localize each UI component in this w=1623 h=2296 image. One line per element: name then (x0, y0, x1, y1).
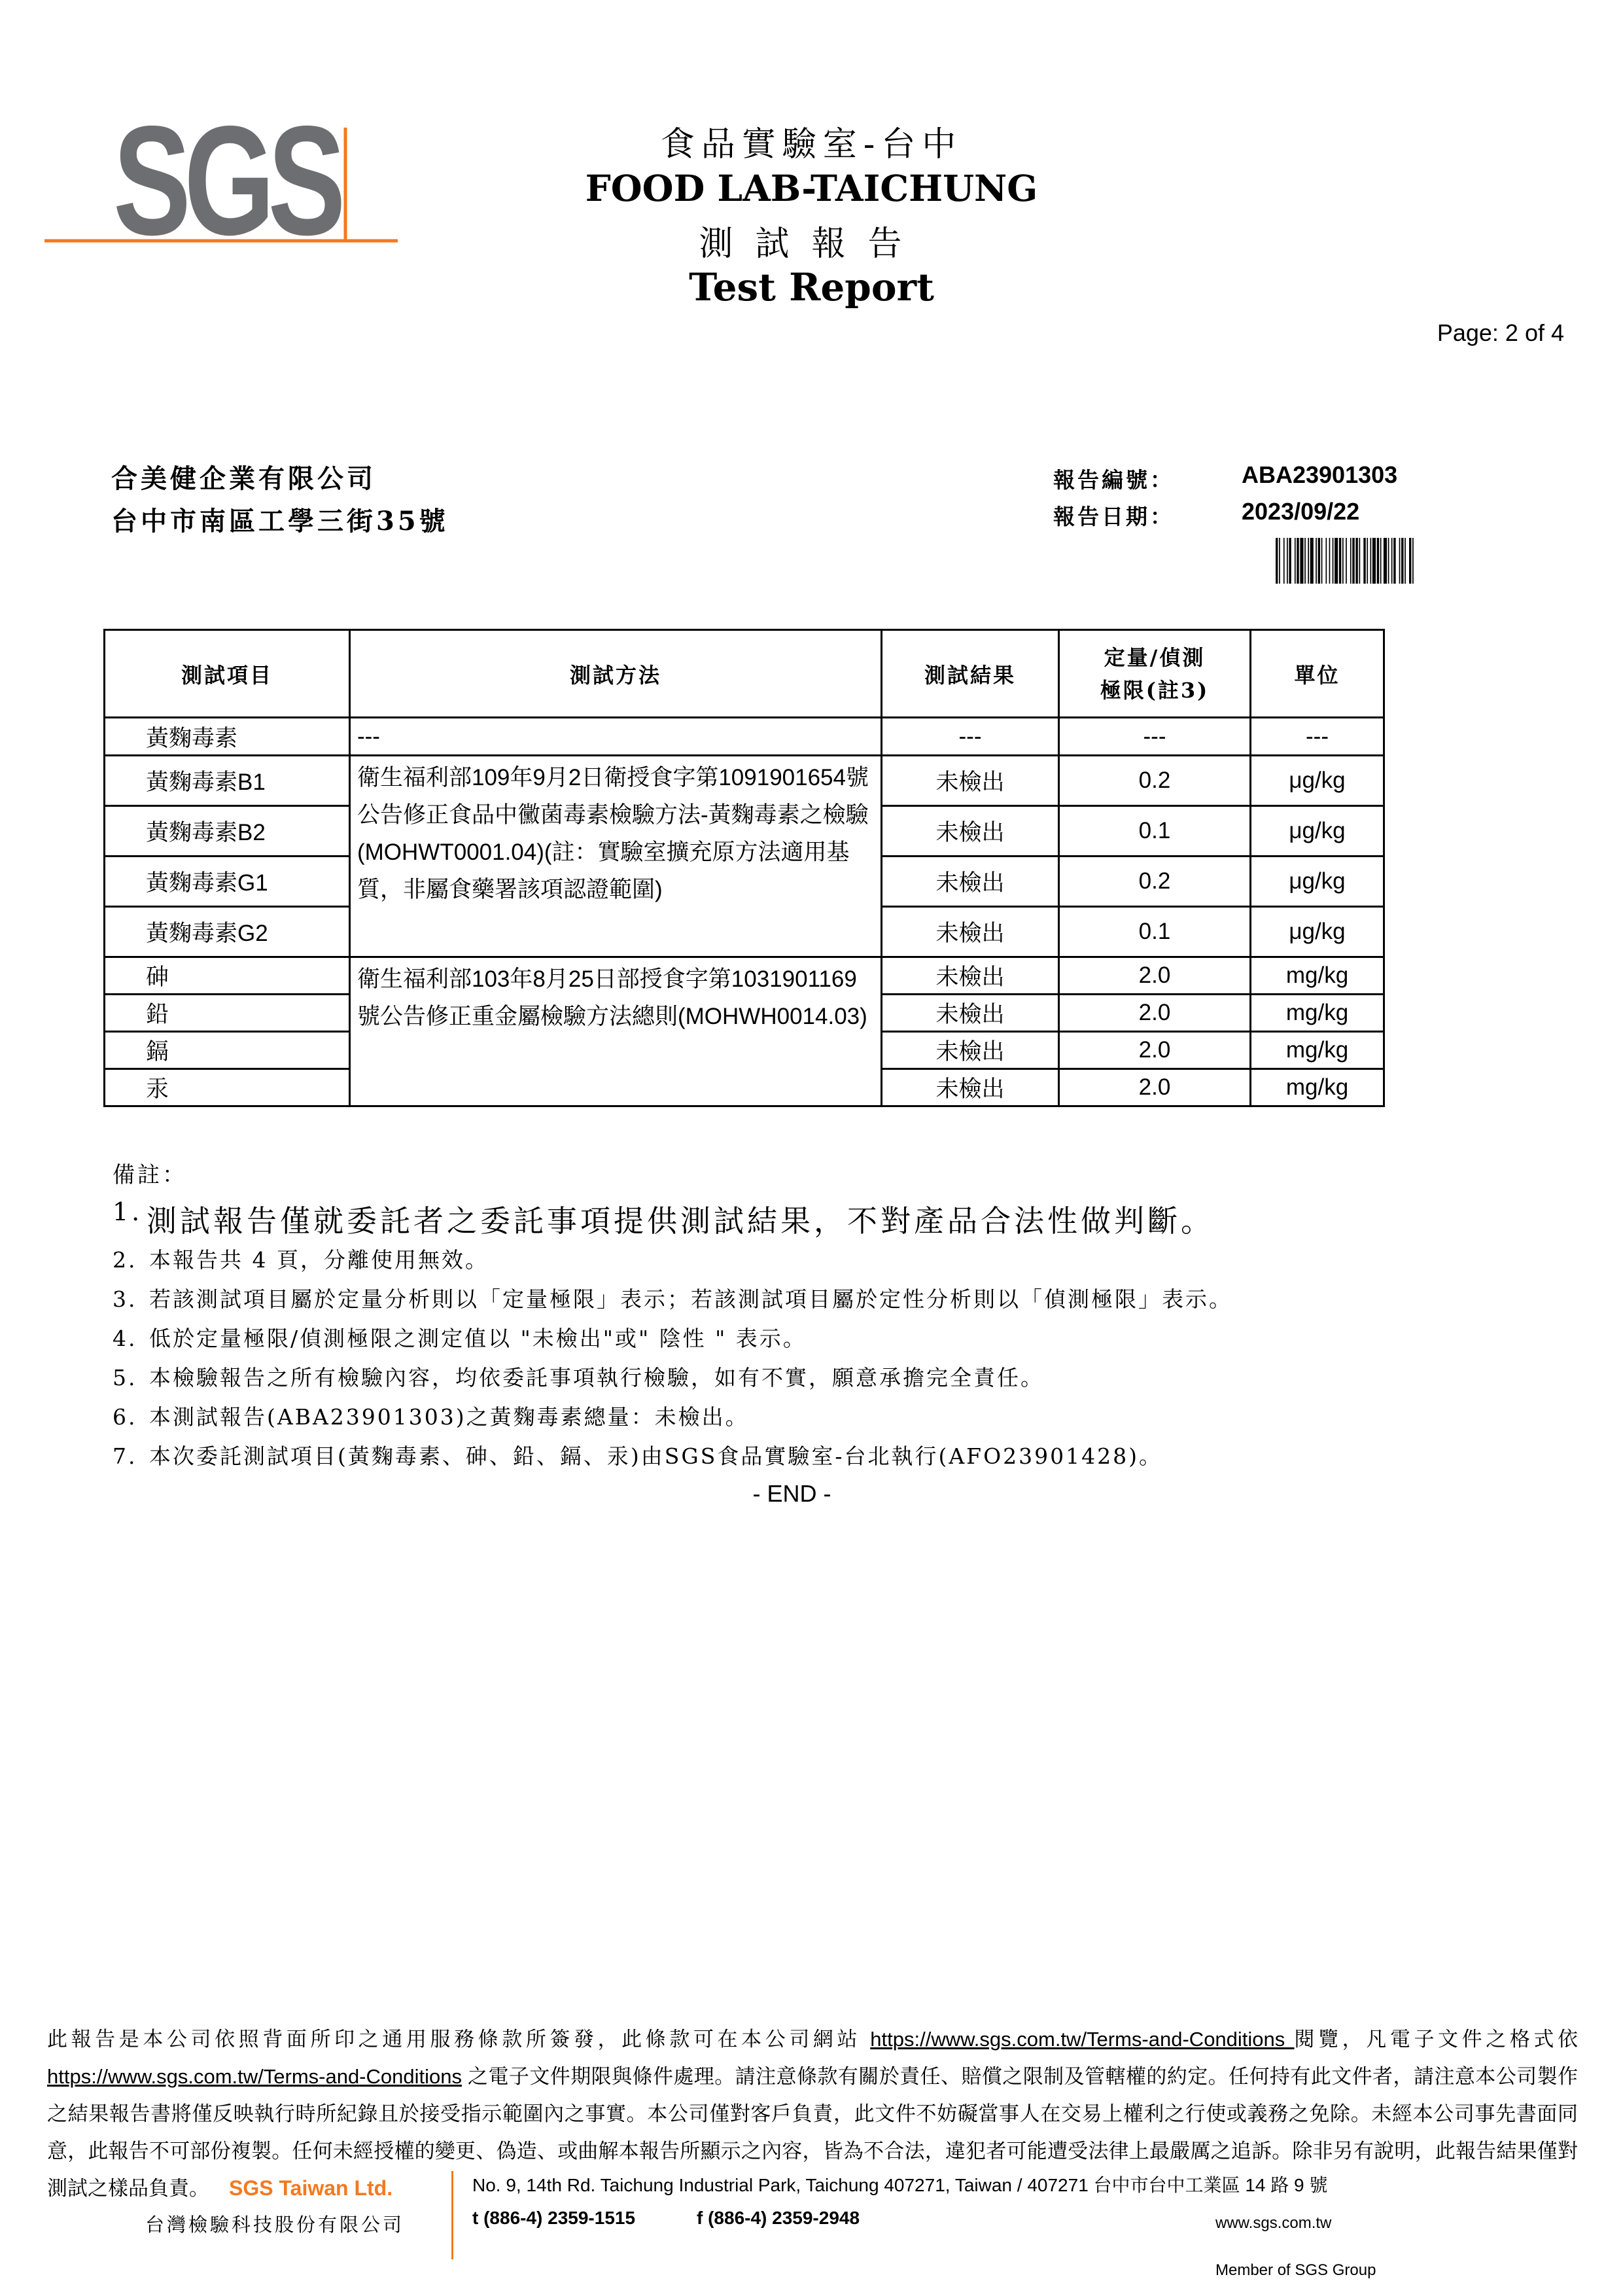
barcode-bar (1409, 538, 1411, 584)
barcode-bar (1401, 538, 1403, 584)
barcode-bar (1339, 538, 1341, 584)
barcode-bar (1388, 538, 1389, 584)
barcode-bar (1310, 538, 1314, 584)
lab-name-zh: 食品實驗室-台中 (660, 125, 963, 164)
note-number: 4. (113, 1326, 137, 1351)
barcode-bar (1326, 538, 1327, 584)
note-item (113, 1361, 1044, 1392)
footer-fax: f (886-4) 2359-2948 (697, 2208, 860, 2228)
client-address: 台中市南區工學三街35號 (111, 506, 449, 537)
footer-phone: t (886-4) 2359-1515 (472, 2208, 636, 2228)
results-table (103, 629, 1385, 1107)
barcode-bar (1342, 538, 1344, 584)
note-text: 本測試報告(ABA23901303)之黃麴毒素總量：未檢出。 (149, 1404, 749, 1430)
row-unit: μg/kg (1251, 756, 1384, 806)
row-result: 未檢出 (882, 907, 1059, 957)
row-item: 黃麴毒素B1 (105, 756, 350, 806)
row-limit: 2.0 (1059, 1069, 1251, 1106)
note-text: 若該測試項目屬於定量分析則以「定量極限」表示；若該測試項目屬於定性分析則以「偵測極限」表示。 (149, 1286, 1232, 1312)
note-number: 7. (113, 1443, 137, 1469)
col-header-unit: 單位 (1251, 630, 1384, 718)
barcode-bar (1276, 538, 1278, 584)
note-number: 2. (113, 1247, 137, 1273)
barcode (1276, 538, 1498, 584)
note-item (113, 1243, 489, 1274)
footer-website[interactable]: www.sgs.com.tw (1215, 2214, 1332, 2232)
col-header-limit: 定量/偵測 極限(註3) (1059, 630, 1251, 718)
row-result: 未檢出 (882, 995, 1059, 1032)
barcode-bar (1329, 538, 1331, 584)
table-header-row (105, 630, 1384, 718)
row-result: 未檢出 (882, 756, 1059, 806)
note-item (113, 1322, 807, 1352)
table-row (105, 957, 1384, 995)
barcode-bar (1318, 538, 1320, 584)
note-item (113, 1282, 1232, 1313)
disclaimer-text: 閱覽，凡電子文件之格式依 (1294, 2028, 1579, 2051)
report-number: ABA23901303 (1242, 461, 1398, 488)
barcode-bar (1308, 538, 1309, 584)
row-item: 黃麴毒素B2 (105, 806, 350, 857)
row-result: --- (882, 718, 1059, 756)
footer-divider (451, 2171, 453, 2259)
col-header-result: 測試結果 (882, 630, 1059, 718)
sgs-logo-text: SGS (113, 124, 341, 249)
barcode-bar (1333, 538, 1334, 584)
footer-address: No. 9, 14th Rd. Taichung Industrial Park, Taichung 407271, Taiwan / 407271 台中市台中工業區 14 路 9 號 (472, 2175, 1328, 2195)
terms-link[interactable]: https://www.sgs.com.tw/Terms-and-Conditions (47, 2065, 462, 2088)
barcode-bar (1384, 538, 1387, 584)
col-header-item: 測試項目 (105, 630, 350, 718)
row-result: 未檢出 (882, 1032, 1059, 1069)
report-date-label: 報告日期： (1053, 504, 1174, 529)
note-text: 本檢驗報告之所有檢驗內容，均依委託事項執行檢驗，如有不實，願意承擔完全責任。 (149, 1365, 1044, 1390)
end-marker: - END - (752, 1480, 831, 1507)
row-limit: 0.2 (1059, 756, 1251, 806)
terms-link[interactable]: https://www.sgs.com.tw/Terms-and-Conditions (870, 2028, 1295, 2051)
barcode-bar (1346, 538, 1347, 584)
note-text: 測試報告僅就委託者之委託事項提供測試結果，不對產品合法性做判斷。 (147, 1203, 1214, 1239)
row-unit: μg/kg (1251, 857, 1384, 907)
footer-member: Member of SGS Group (1215, 2261, 1376, 2279)
table-row (105, 718, 1384, 756)
row-method: 衛生福利部103年8月25日部授食字第1031901169號公告修正重金屬檢驗方法總則(MOHWH0014.03) (350, 957, 882, 1106)
row-item: 汞 (105, 1069, 350, 1106)
barcode-bar (1295, 538, 1296, 584)
row-result: 未檢出 (882, 857, 1059, 907)
note-text: 本報告共 4 頁，分離使用無效。 (149, 1247, 489, 1273)
row-unit: mg/kg (1251, 995, 1384, 1032)
barcode-bar (1289, 538, 1291, 584)
barcode-bar (1279, 538, 1280, 584)
barcode-bar (1287, 538, 1288, 584)
barcode-bar (1352, 538, 1354, 584)
row-item: 黃麴毒素 (105, 718, 350, 756)
row-result: 未檢出 (882, 806, 1059, 857)
row-method: 衛生福利部109年9月2日衛授食字第1091901654號公告修正食品中黴菌毒素檢驗方法-黃麴毒素之檢驗(MOHWT0001.04)(註：實驗室擴充原方法適用基質，非屬食藥署該項認證範圍) (350, 756, 882, 957)
disclaimer-text: 之電子文件期限與條件處理。請注意條款有關於責任、賠償之限制及管轄權的約定。任何持有此文件者，請注意本公司製作之結果報告書將僅反映執行時所紀錄且於接受指示範圍內之事實。本公司僅對客戶負責，此文件不妨礙當事人在交易上權利之行使或義務之免除。未經本公司事先書面同意，此報告不可部份複製。任何未經授權的變更、偽造、或曲解本報告所顯示之內容，皆為不合法，違犯者可能遭受法律上最嚴厲之追訴。除非另有說明，此報告結果僅對測試之樣品負責。 (47, 2065, 1578, 2200)
report-title-zh: 測試報告 (699, 224, 924, 264)
note-number: 3. (113, 1286, 137, 1312)
barcode-bar (1412, 538, 1414, 584)
row-item: 鉛 (105, 995, 350, 1032)
row-unit: mg/kg (1251, 957, 1384, 995)
table-row (105, 756, 1384, 806)
row-item: 鎘 (105, 1032, 350, 1069)
row-limit: 0.2 (1059, 857, 1251, 907)
barcode-bar (1297, 538, 1299, 584)
barcode-bar (1370, 538, 1372, 584)
note-number: 6. (113, 1404, 137, 1430)
row-limit: 2.0 (1059, 995, 1251, 1032)
note-text: 本次委託測試項目(黃麴毒素、砷、鉛、鎘、汞)由SGS食品實驗室-台北執行(AFO23901428)。 (149, 1443, 1162, 1469)
notes-title: 備註： (113, 1162, 187, 1188)
barcode-bar (1372, 538, 1376, 584)
row-limit: 2.0 (1059, 1032, 1251, 1069)
barcode-bar (1367, 538, 1368, 584)
note-text: 低於定量極限/偵測極限之測定值以 "未檢出"或" 陰性 " 表示。 (149, 1326, 807, 1351)
row-limit: 0.1 (1059, 806, 1251, 857)
footer-company-en: SGS Taiwan Ltd. (229, 2176, 393, 2200)
barcode-bar (1355, 538, 1357, 584)
barcode-bar (1393, 538, 1395, 584)
footer-company-zh: 台灣檢驗科技股份有限公司 (145, 2214, 405, 2236)
barcode-bar (1359, 538, 1361, 584)
row-limit: --- (1059, 718, 1251, 756)
note-number: 5. (113, 1365, 137, 1390)
row-unit: μg/kg (1251, 907, 1384, 957)
note-number: 1. (113, 1197, 143, 1226)
barcode-bar (1321, 538, 1323, 584)
report-number-label: 報告編號： (1053, 467, 1174, 493)
row-item: 黃麴毒素G2 (105, 907, 350, 957)
note-item (113, 1400, 749, 1431)
report-date: 2023/09/22 (1242, 498, 1360, 525)
barcode-bar (1300, 538, 1303, 584)
disclaimer-text: 此報告是本公司依照背面所印之通用服務條款所簽發，此條款可在本公司網站 (47, 2028, 871, 2051)
row-method: --- (350, 718, 882, 756)
barcode-bar (1304, 538, 1306, 584)
barcode-bar (1399, 538, 1401, 584)
note-item (113, 1197, 1214, 1241)
page-number: Page: 2 of 4 (1437, 319, 1564, 346)
barcode-bar (1380, 538, 1382, 584)
barcode-bar (1283, 538, 1285, 584)
row-limit: 2.0 (1059, 957, 1251, 995)
row-result: 未檢出 (882, 957, 1059, 995)
client-name: 合美健企業有限公司 (111, 463, 376, 494)
barcode-bar (1350, 538, 1352, 584)
barcode-bar (1391, 538, 1393, 584)
row-item: 黃麴毒素G1 (105, 857, 350, 907)
row-result: 未檢出 (882, 1069, 1059, 1106)
row-limit: 0.1 (1059, 907, 1251, 957)
note-item (113, 1439, 1162, 1470)
row-unit: --- (1251, 718, 1384, 756)
barcode-bar (1377, 538, 1379, 584)
barcode-bar (1316, 538, 1317, 584)
row-unit: mg/kg (1251, 1032, 1384, 1069)
col-header-method: 測試方法 (350, 630, 882, 718)
barcode-bar (1335, 538, 1338, 584)
barcode-bar (1363, 538, 1365, 584)
report-title-en: Test Report (689, 265, 934, 309)
row-item: 砷 (105, 957, 350, 995)
row-unit: mg/kg (1251, 1069, 1384, 1106)
lab-name-en: FOOD LAB-TAICHUNG (585, 167, 1038, 209)
row-unit: μg/kg (1251, 806, 1384, 857)
barcode-bar (1405, 538, 1406, 584)
